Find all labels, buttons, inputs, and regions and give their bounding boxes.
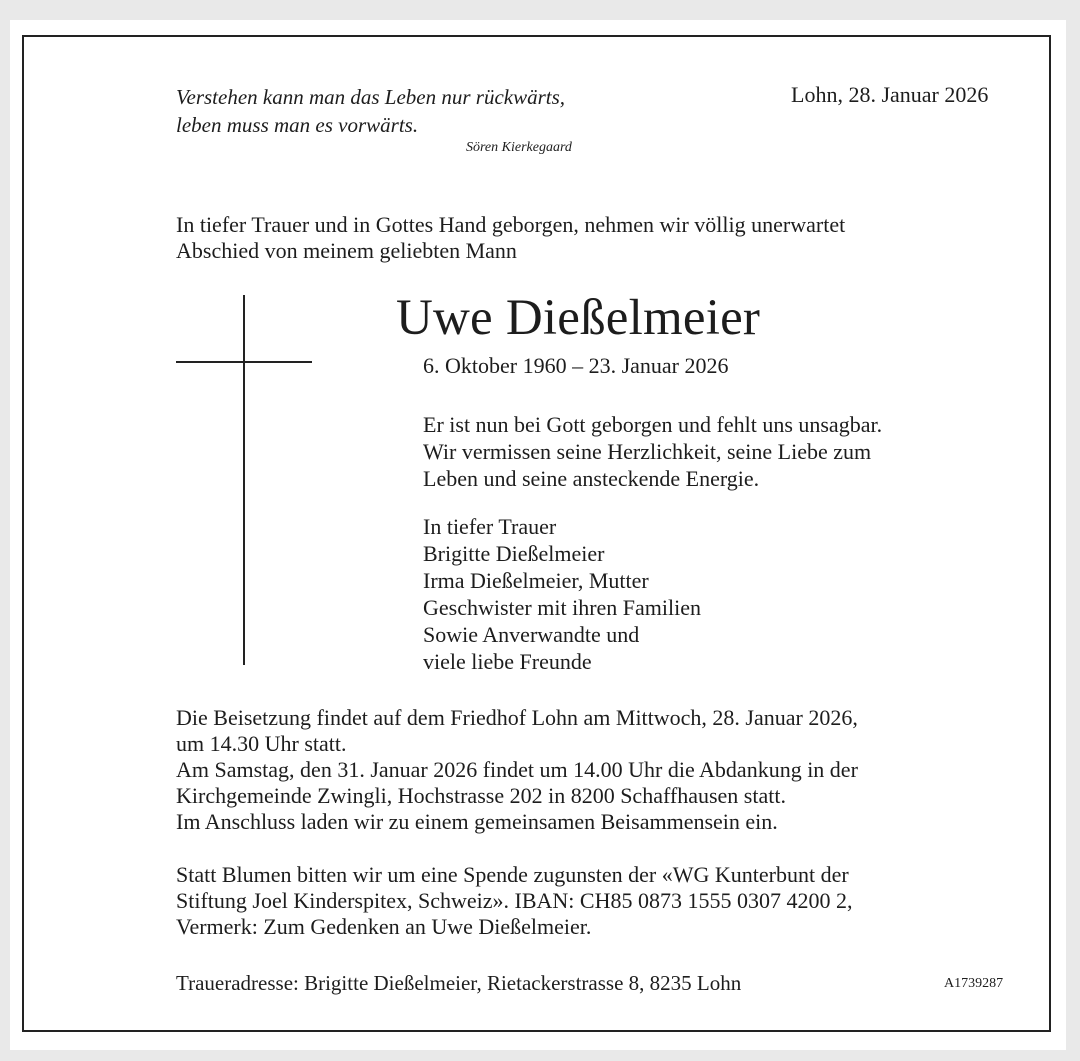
donation-line: Stiftung Joel Kinderspitex, Schweiz». IBAN: CH85 0873 1555 0307 4200 2, xyxy=(176,888,853,913)
mourner-line: In tiefer Trauer xyxy=(423,514,557,539)
mourners-list xyxy=(423,513,701,675)
tribute-line: Er ist nun bei Gott geborgen und fehlt uns unsagbar. xyxy=(423,412,883,437)
quote xyxy=(176,83,565,139)
reference-number: A1739287 xyxy=(944,976,1004,991)
mourner-line: viele liebe Freunde xyxy=(423,649,592,674)
donation-note xyxy=(176,862,852,940)
intro-line: In tiefer Trauer und in Gottes Hand geborgen, nehmen wir völlig unerwartet xyxy=(176,212,846,237)
tribute-line: Wir vermissen seine Herzlichkeit, seine Liebe zum xyxy=(423,439,872,464)
life-dates: 6. Oktober 1960 – 23. Januar 2026 xyxy=(423,353,729,378)
intro-text xyxy=(176,212,845,264)
funeral-details xyxy=(176,705,858,835)
tribute-text xyxy=(423,411,882,492)
donation-line: Vermerk: Zum Gedenken an Uwe Dießelmeier. xyxy=(176,914,592,939)
quote-author: Sören Kierkegaard xyxy=(466,140,572,155)
obituary-card xyxy=(10,20,1066,1050)
funeral-line: um 14.30 Uhr statt. xyxy=(176,731,347,756)
place-date: Lohn, 28. Januar 2026 xyxy=(791,82,989,107)
funeral-line: Am Samstag, den 31. Januar 2026 findet um 14.00 Uhr die Abdankung in der xyxy=(176,757,858,782)
mourning-address: Traueradresse: Brigitte Dießelmeier, Rietackerstrasse 8, 8235 Lohn xyxy=(176,971,742,995)
quote-line: Verstehen kann man das Leben nur rückwärts, xyxy=(176,85,566,109)
mourner-line: Irma Dießelmeier, Mutter xyxy=(423,568,649,593)
quote-line: leben muss man es vorwärts. xyxy=(176,113,419,137)
funeral-line: Die Beisetzung findet auf dem Friedhof Lohn am Mittwoch, 28. Januar 2026, xyxy=(176,705,858,730)
funeral-line: Im Anschluss laden wir zu einem gemeinsamen Beisammensein ein. xyxy=(176,809,778,834)
tribute-line: Leben und seine ansteckende Energie. xyxy=(423,466,760,491)
funeral-line: Kirchgemeinde Zwingli, Hochstrasse 202 in 8200 Schaffhausen statt. xyxy=(176,783,786,808)
intro-line: Abschied von meinem geliebten Mann xyxy=(176,238,517,263)
donation-line: Statt Blumen bitten wir um eine Spende zugunsten der «WG Kunterbunt der xyxy=(176,862,849,887)
mourner-line: Brigitte Dießelmeier xyxy=(423,541,605,566)
cross-icon-bar xyxy=(176,361,312,363)
deceased-name: Uwe Dießelmeier xyxy=(396,290,761,346)
mourner-line: Geschwister mit ihren Familien xyxy=(423,595,701,620)
cross-icon xyxy=(243,295,245,665)
mourner-line: Sowie Anverwandte und xyxy=(423,622,640,647)
